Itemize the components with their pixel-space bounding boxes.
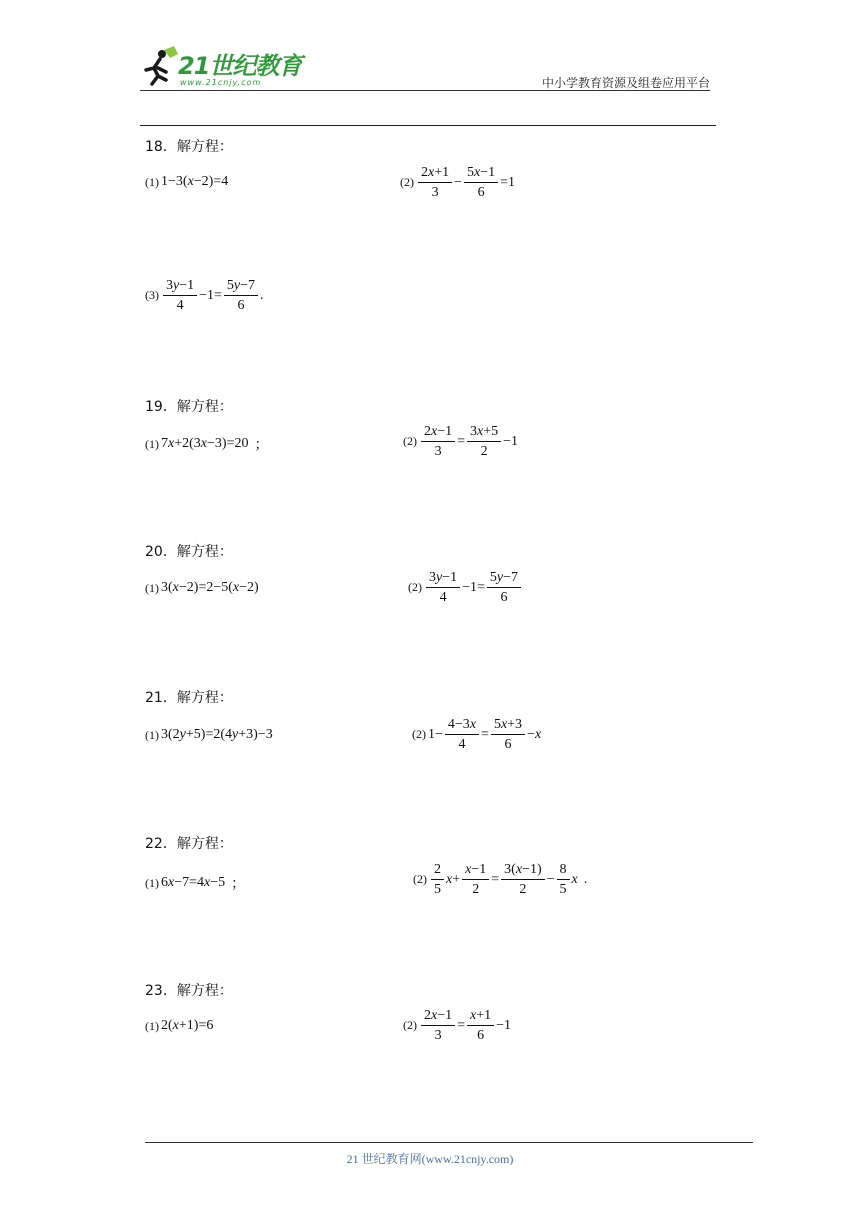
- q20-part1: (1) 3(x−2)=2−5(x−2): [145, 580, 259, 595]
- logo-url: www.21cnjy.com: [180, 78, 262, 87]
- platform-name: 中小学教育资源及组卷应用平台: [541, 76, 710, 90]
- question-21-title: 21．解方程：: [145, 690, 233, 706]
- question-23-title: 23．解方程：: [145, 983, 233, 999]
- runner-icon: [140, 46, 180, 86]
- fraction: $\frac{8}{5}$: [557, 862, 570, 897]
- fraction: $\frac{4-3x}{4}$: [445, 717, 479, 752]
- q21-part2: (2) 1− $\frac{4-3x}{4}$ = $\frac{5x+3}{6}$ −x: [412, 717, 542, 752]
- q18-p1-expr: 1−3(x−2)=4: [161, 174, 229, 189]
- fraction: $\frac{2x+1}{3}$: [418, 165, 452, 200]
- question-20-title: 20．解方程：: [145, 544, 233, 560]
- fraction: $\frac{5y-7}{6}$: [487, 570, 521, 605]
- content-divider: [140, 125, 716, 126]
- q21-part1: (1) 3(2y+5)=2(4y+3)−3: [145, 727, 273, 742]
- q23-part1: (1) 2(x+1)=6: [145, 1018, 214, 1033]
- fraction: $\frac{2x-1}{3}$: [421, 424, 455, 459]
- q18-part3: (3) $\frac{3y-1}{4}$ −1= $\frac{5y-7}{6}$ .: [145, 278, 264, 313]
- question-18-title: 18．解方程：: [145, 139, 233, 155]
- fraction: $\frac{3y-1}{4}$: [163, 278, 197, 313]
- question-22-title: 22．解方程：: [145, 836, 233, 852]
- q18-part1: (1) 1−3(x−2)=4: [145, 174, 229, 189]
- fraction: $\frac{5x+3}{6}$: [491, 717, 525, 752]
- footer-divider: [145, 1142, 753, 1143]
- fraction: $\frac{2}{5}$: [431, 862, 444, 897]
- page-header: [140, 40, 710, 92]
- header-divider: [140, 90, 710, 91]
- q22-part2: (2) $\frac{2}{5}$ x+ $\frac{x-1}{2}$ = $\frac{3(x-1)}{2}$ − $\frac{8}{5}$ x .: [413, 862, 588, 897]
- logo-text: 21世纪教育: [178, 52, 302, 80]
- q23-part2: (2) $\frac{2x-1}{3}$ = $\frac{x+1}{6}$ −1: [403, 1008, 512, 1043]
- q18-part2: (2) $\frac{2x+1}{3}$ − $\frac{5x-1}{6}$ =1: [400, 165, 516, 200]
- fraction: $\frac{3(x-1)}{2}$: [501, 862, 544, 897]
- fraction: $\frac{x-1}{2}$: [462, 862, 489, 897]
- footer-text: 21 世纪教育网(www.21cnjy.com): [346, 1152, 514, 1166]
- fraction: $\frac{x+1}{6}$: [467, 1008, 494, 1043]
- fraction: $\frac{3y-1}{4}$: [426, 570, 460, 605]
- q19-part1: (1) 7x+2(3x−3)=20 ；: [145, 436, 269, 453]
- question-19-title: 19．解方程：: [145, 399, 233, 415]
- fraction: $\frac{2x-1}{3}$: [421, 1008, 455, 1043]
- fraction: $\frac{5y-7}{6}$: [224, 278, 258, 313]
- fraction: $\frac{5x-1}{6}$: [464, 165, 498, 200]
- q20-part2: (2) $\frac{3y-1}{4}$ −1= $\frac{5y-7}{6}$: [408, 570, 523, 605]
- site-logo: [140, 42, 320, 90]
- q19-part2: (2) $\frac{2x-1}{3}$ = $\frac{3x+5}{2}$ −1: [403, 424, 519, 459]
- fraction: $\frac{3x+5}{2}$: [467, 424, 501, 459]
- q22-part1: (1) 6x−7=4x−5 ；: [145, 875, 246, 892]
